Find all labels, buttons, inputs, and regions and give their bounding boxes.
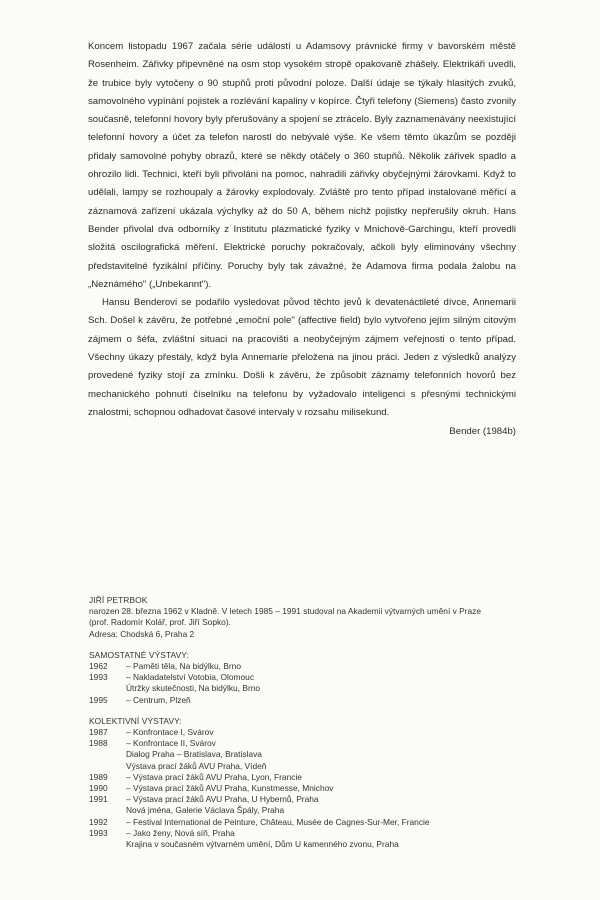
exhibition-year: 1989 xyxy=(89,771,108,782)
artist-birth-study: narozen 28. března 1962 v Kladně. V letech 1985 – 1991 studoval na Akademii výtvarných umění v Praze xyxy=(89,606,482,617)
exhibition-year: 1962 xyxy=(89,661,108,672)
exhibition-year: 1987 xyxy=(89,727,108,738)
exhibition-entry: Dialog Praha – Bratislava, Bratislava xyxy=(126,749,262,760)
exhibition-row xyxy=(89,839,529,850)
exhibition-row xyxy=(89,772,529,783)
solo-exhibitions-heading: SAMOSTATNÉ VÝSTAVY: xyxy=(89,649,189,660)
exhibition-year: 1993 xyxy=(89,672,108,683)
group-exhibitions-heading: KOLEKTIVNÍ VÝSTAVY: xyxy=(89,715,182,726)
solo-exhibitions xyxy=(89,650,529,706)
exhibition-row xyxy=(89,783,529,794)
exhibition-entry: – Paměti těla, Na bidýlku, Brno xyxy=(126,661,241,672)
exhibition-year xyxy=(89,839,126,850)
artist-address: Adresa: Chodská 6, Praha 2 xyxy=(89,628,195,639)
exhibition-entry: – Výstava prací žáků AVU Praha, U Hybernů, Praha xyxy=(126,794,319,805)
exhibition-year: 1991 xyxy=(89,794,108,805)
exhibition-year: 1988 xyxy=(89,738,108,749)
exhibition-row xyxy=(89,683,529,694)
exhibition-year xyxy=(89,749,126,760)
exhibition-entry: – Nakladatelství Votobia, Olomouc xyxy=(126,672,255,683)
exhibition-entry: Výstava prací žáků AVU Praha, Vídeň xyxy=(126,760,267,771)
exhibition-row xyxy=(89,828,529,839)
citation: Bender (1984b) xyxy=(449,426,516,438)
exhibition-entry: Útržky skutečnosti, Na bidýlku, Brno xyxy=(126,683,261,694)
exhibition-entry: – Centrum, Plzeň xyxy=(126,694,191,705)
essay-paragraph: Koncem listopadu 1967 začala série událostí u Adamsovy právnické firmy v bavorském městě Rosenheim. Zářivky připevněné na osm stop vysokém stropě opakovaně zhášely. Elektrikáři uvedli, že trubice byly vytočeny o 90 stupňů proti původní poloze. Další údaje se týkaly hlasitých zvuků, samovolného vypínání pojistek a rozlévání kapaliny v kopírce. Čtyři telefony (Siemens) často zvonily současně, telefonní hovory byly přerušovány a spojení se ztrácelo. Byly zaznamenávány neexistující telefonní hovory a účet za telefon narostl do nebývalé výše. Ke všem těmto úkazům se později přidaly samovolné pohyby obrazů, které se někdy otáčely o 360 stupňů. Několik zářivek spadlo a ohrozilo lidi. Technici, kteří byli přivoláni na pomoc, nahradili zářivky obyčejnými žárovkami. Když to udělali, lampy se rozhoupaly a žárovky explodovaly. Zvláště pro tento případ instalované měřicí a záznamová zařízení ukázala výchylky až do 50 A, během nichž pojistky nepřerušily okruh. Hans Bender přivolal dva odborníky z Institutu plazmatické fyziky v Mnichově-Garchingu, kteří provedli složitá oscilografická měření. Elektrické poruchy pokračovaly, ačkoli byly eliminovány všechny představitelné fyzikální příčiny. Poruchy byly tak závažné, že Adamova firma podala žalobu na „Neznámého" („Unbekannt"). xyxy=(88,41,516,290)
exhibition-year: 1995 xyxy=(89,694,108,705)
essay-text xyxy=(88,38,516,442)
exhibition-row xyxy=(89,817,529,828)
exhibition-entry: – Výstava prací žáků AVU Praha, Kunstmesse, Mnichov xyxy=(126,783,334,794)
exhibition-row xyxy=(89,805,529,816)
exhibition-entry: – Jako ženy, Nová síň, Praha xyxy=(126,827,235,838)
artist-teachers: (prof. Radomír Kolář, prof. Jiří Sopko). xyxy=(89,617,231,628)
exhibition-entry: Nová jména, Galerie Václava Špály, Praha xyxy=(126,805,285,816)
exhibition-year xyxy=(89,761,126,772)
exhibition-entry: – Výstava prací žáků AVU Praha, Lyon, Francie xyxy=(126,771,302,782)
exhibition-year: 1990 xyxy=(89,783,108,794)
artist-bio xyxy=(89,595,529,850)
exhibition-row xyxy=(89,727,529,738)
exhibition-row xyxy=(89,761,529,772)
group-exhibitions xyxy=(89,716,529,850)
exhibition-row xyxy=(89,672,529,683)
exhibition-year xyxy=(89,683,126,694)
exhibition-entry: – Konfrontace I, Svárov xyxy=(126,727,214,738)
exhibition-year: 1992 xyxy=(89,816,108,827)
exhibition-row xyxy=(89,661,529,672)
artist-name: JIŘÍ PETRBOK xyxy=(89,595,148,605)
essay-paragraph: Hansu Benderovi se podařilo vysledovat původ těchto jevů k devatenáctileté dívce, Annemarii Sch. Došel k závěru, že potřebné „emoční pole" (affective field) bylo vytvořeno jejím silným citovým zájmem o šéfa, zvláštní situaci na pracovišti a neobyčejným zájmem veřejnosti o tento případ. Všechny úkazy přestaly, když byla Annemarie přeložena na jinou práci. Jeden z výsledků analýzy provedené fyziky stojí za zmínku. Došli k závěru, že způsobit záznamy telefonních hovorů bez mechanického pohnutí číselníku na telefonu by vyžadovalo inteligenci s přesnými technickými znalostmi, schopnou odhadovat časové intervaly v rozsahu milisekund. xyxy=(88,297,516,418)
exhibition-entry: – Festival International de Peinture, Château, Musée de Cagnes-Sur-Mer, Francie xyxy=(126,816,430,827)
exhibition-row xyxy=(89,749,529,760)
exhibition-row xyxy=(89,794,529,805)
exhibition-row xyxy=(89,738,529,749)
exhibition-entry: Krajina v současném výtvarném umění, Dům U kamenného zvonu, Praha xyxy=(126,839,399,850)
exhibition-row xyxy=(89,695,529,706)
exhibition-year: 1993 xyxy=(89,827,108,838)
exhibition-entry: – Konfrontace II, Svárov xyxy=(126,738,216,749)
exhibition-year xyxy=(89,805,126,816)
